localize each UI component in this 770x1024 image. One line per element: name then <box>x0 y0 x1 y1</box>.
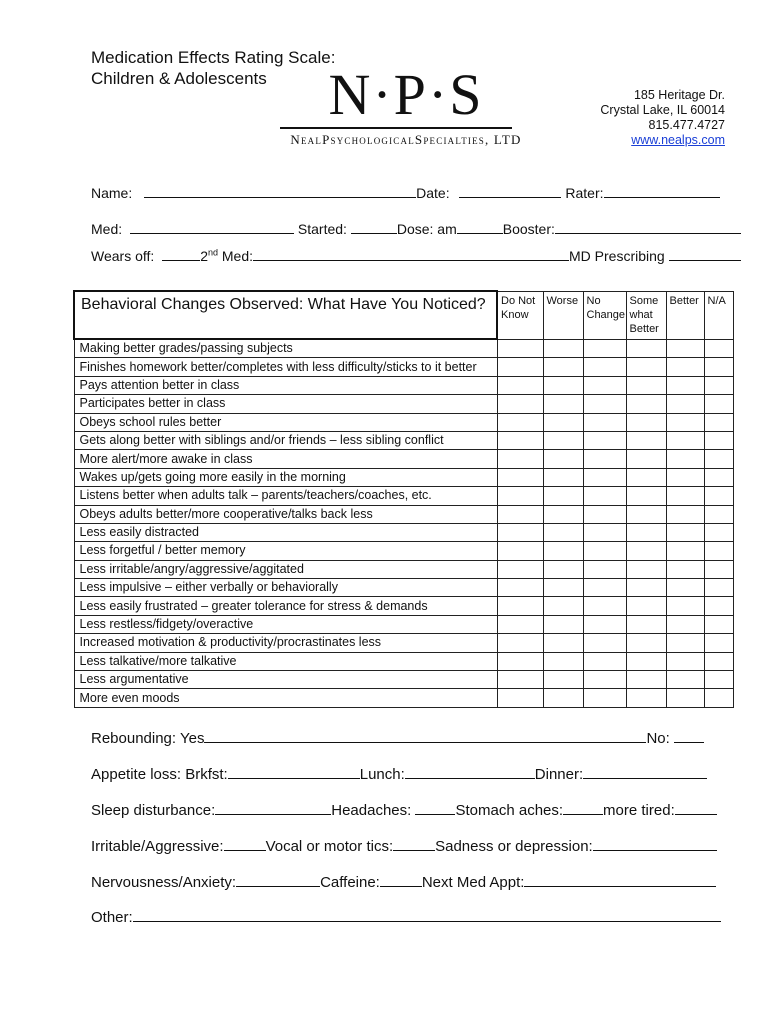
rating-cell[interactable] <box>704 671 733 689</box>
col-better: Better <box>666 291 704 339</box>
rating-cell[interactable] <box>583 615 626 633</box>
table-row <box>74 597 733 615</box>
dinner-field[interactable] <box>583 765 707 779</box>
rating-cell[interactable] <box>626 376 666 394</box>
nervousness-row <box>91 873 716 891</box>
rating-cell[interactable] <box>543 615 583 633</box>
booster-label: Booster: <box>502 221 555 237</box>
rating-cell[interactable] <box>543 671 583 689</box>
rating-cell[interactable] <box>626 689 666 707</box>
rating-cell[interactable] <box>543 505 583 523</box>
rating-cell[interactable] <box>583 634 626 652</box>
rating-cell[interactable] <box>626 542 666 560</box>
rating-cell[interactable] <box>543 395 583 413</box>
dose-field[interactable] <box>457 220 503 234</box>
lunch-label: Lunch: <box>359 766 405 783</box>
next-appt-label: Next Med Appt: <box>421 874 525 891</box>
col-na: N/A <box>704 291 733 339</box>
rating-cell[interactable] <box>583 431 626 449</box>
nervousness-label: Nervousness/Anxiety: <box>91 874 237 891</box>
med-row <box>91 220 741 237</box>
table-row <box>74 358 733 376</box>
rating-cell[interactable] <box>704 339 733 358</box>
table-row <box>74 579 733 597</box>
started-field[interactable] <box>351 220 397 234</box>
med-field[interactable] <box>130 220 294 234</box>
rating-cell[interactable] <box>626 505 666 523</box>
wears-off-row <box>91 247 741 264</box>
rating-cell[interactable] <box>626 597 666 615</box>
date-label: Date: <box>416 185 450 201</box>
website-link[interactable]: www.nealps.com <box>631 133 725 147</box>
started-label: Started: <box>297 221 347 237</box>
behavior-label: Listens better when adults talk – parents/teachers/coaches, etc. <box>74 487 497 505</box>
rating-cell[interactable] <box>704 542 733 560</box>
sadness-field[interactable] <box>593 837 717 851</box>
rating-cell[interactable] <box>497 450 543 468</box>
rating-cell[interactable] <box>543 376 583 394</box>
behavior-label: Less easily distracted <box>74 523 497 541</box>
nervousness-field[interactable] <box>236 873 320 887</box>
rating-cell[interactable] <box>497 376 543 394</box>
rating-cell[interactable] <box>626 339 666 358</box>
behavior-label: Increased motivation & productivity/procrastinates less <box>74 634 497 652</box>
behavior-label: Less restless/fidgety/overactive <box>74 615 497 633</box>
table-row <box>74 615 733 633</box>
table-row <box>74 431 733 449</box>
next-appt-field[interactable] <box>524 873 716 887</box>
rating-cell[interactable] <box>704 468 733 486</box>
rating-cell[interactable] <box>583 671 626 689</box>
table-row <box>74 689 733 707</box>
rating-cell[interactable] <box>666 339 704 358</box>
table-row <box>74 487 733 505</box>
rating-cell[interactable] <box>497 689 543 707</box>
rating-cell[interactable] <box>497 634 543 652</box>
behavior-label: More even moods <box>74 689 497 707</box>
rating-cell[interactable] <box>497 523 543 541</box>
tired-label: more tired: <box>603 802 675 819</box>
rating-cell[interactable] <box>704 431 733 449</box>
rating-cell[interactable] <box>497 358 543 376</box>
tired-field[interactable] <box>675 801 717 815</box>
rating-cell[interactable] <box>497 339 543 358</box>
rating-cell[interactable] <box>704 505 733 523</box>
rating-cell[interactable] <box>666 634 704 652</box>
rating-cell[interactable] <box>666 358 704 376</box>
rating-cell[interactable] <box>543 339 583 358</box>
rating-cell[interactable] <box>666 487 704 505</box>
behavior-rating-table <box>73 290 734 708</box>
behavior-label: Pays attention better in class <box>74 376 497 394</box>
rating-cell[interactable] <box>583 505 626 523</box>
col-no-change: No Change <box>583 291 626 339</box>
lunch-field[interactable] <box>405 765 535 779</box>
behavior-label: Less easily frustrated – greater tolerance for stress & demands <box>74 597 497 615</box>
caffeine-field[interactable] <box>380 873 422 887</box>
rating-cell[interactable] <box>497 579 543 597</box>
irritable-row <box>91 837 717 855</box>
col-worse: Worse <box>543 291 583 339</box>
headaches-label: Headaches: <box>331 802 412 819</box>
rebounding-label: Rebounding: Yes <box>91 730 205 747</box>
rating-cell[interactable] <box>583 450 626 468</box>
table-heading: Behavioral Changes Observed: What Have You Noticed? <box>74 291 497 339</box>
rating-cell[interactable] <box>497 431 543 449</box>
rating-cell[interactable] <box>666 431 704 449</box>
address-city: Crystal Lake, IL 60014 <box>600 103 725 117</box>
booster-field[interactable] <box>555 220 741 234</box>
rating-cell[interactable] <box>583 542 626 560</box>
rating-cell[interactable] <box>704 615 733 633</box>
rating-cell[interactable] <box>704 560 733 578</box>
rating-cell[interactable] <box>704 413 733 431</box>
rating-cell[interactable] <box>583 339 626 358</box>
rating-cell[interactable] <box>666 689 704 707</box>
rating-cell[interactable] <box>497 652 543 670</box>
rating-cell[interactable] <box>583 579 626 597</box>
rating-cell[interactable] <box>666 523 704 541</box>
rating-cell[interactable] <box>583 597 626 615</box>
rating-cell[interactable] <box>583 652 626 670</box>
sleep-row <box>91 801 717 819</box>
sleep-field[interactable] <box>215 801 331 815</box>
second-med-sup: nd <box>207 247 218 258</box>
rating-cell[interactable] <box>704 395 733 413</box>
appetite-label: Appetite loss: Brkfst: <box>91 766 228 783</box>
rating-cell[interactable] <box>543 523 583 541</box>
rating-cell[interactable] <box>704 358 733 376</box>
form-title-line1: Medication Effects Rating Scale: <box>91 48 336 67</box>
rating-cell[interactable] <box>704 376 733 394</box>
rating-cell[interactable] <box>666 395 704 413</box>
col-somewhat-better: Some what Better <box>626 291 666 339</box>
irritable-label: Irritable/Aggressive: <box>91 838 224 855</box>
tics-field[interactable] <box>393 837 435 851</box>
rating-cell[interactable] <box>497 560 543 578</box>
rating-cell[interactable] <box>666 560 704 578</box>
rating-cell[interactable] <box>583 487 626 505</box>
sleep-label: Sleep disturbance: <box>91 802 216 819</box>
rating-cell[interactable] <box>626 671 666 689</box>
rating-cell[interactable] <box>704 652 733 670</box>
other-row <box>91 908 721 926</box>
behavior-label: Less irritable/angry/aggressive/aggitated <box>74 560 497 578</box>
rating-cell[interactable] <box>543 560 583 578</box>
rating-cell[interactable] <box>583 358 626 376</box>
rating-cell[interactable] <box>666 671 704 689</box>
rating-cell[interactable] <box>626 652 666 670</box>
rating-cell[interactable] <box>583 413 626 431</box>
sadness-label: Sadness or depression: <box>435 838 593 855</box>
rating-cell[interactable] <box>626 560 666 578</box>
logo-letters: N·P·S <box>328 62 484 127</box>
rating-cell[interactable] <box>583 376 626 394</box>
appetite-row <box>91 765 707 783</box>
dinner-label: Dinner: <box>534 766 584 783</box>
rating-cell[interactable] <box>666 542 704 560</box>
rating-cell[interactable] <box>704 487 733 505</box>
nps-logo <box>276 62 536 147</box>
rating-cell[interactable] <box>543 634 583 652</box>
rating-cell[interactable] <box>543 413 583 431</box>
behavior-label: Less argumentative <box>74 671 497 689</box>
rating-cell[interactable] <box>543 597 583 615</box>
second-med-num: 2 <box>200 248 208 264</box>
logo-rule <box>280 127 512 129</box>
rating-cell[interactable] <box>497 505 543 523</box>
table-row <box>74 634 733 652</box>
irritable-field[interactable] <box>224 837 266 851</box>
practice-address <box>600 88 725 148</box>
rating-cell[interactable] <box>626 615 666 633</box>
rating-cell[interactable] <box>666 579 704 597</box>
rating-cell[interactable] <box>497 487 543 505</box>
rating-cell[interactable] <box>666 413 704 431</box>
behavior-label: Obeys adults better/more cooperative/talks back less <box>74 505 497 523</box>
rating-cell[interactable] <box>704 523 733 541</box>
rating-cell[interactable] <box>666 652 704 670</box>
logo-company-name: NealPsychologicalSpecialties, LTD <box>290 132 522 147</box>
date-field[interactable] <box>459 184 561 198</box>
rating-cell[interactable] <box>543 689 583 707</box>
behavior-label: Less impulsive – either verbally or behaviorally <box>74 579 497 597</box>
table-row <box>74 395 733 413</box>
rating-cell[interactable] <box>626 431 666 449</box>
table-row <box>74 560 733 578</box>
rating-cell[interactable] <box>704 597 733 615</box>
rating-cell[interactable] <box>543 431 583 449</box>
behavior-label: Gets along better with siblings and/or friends – less sibling conflict <box>74 431 497 449</box>
rating-cell[interactable] <box>543 450 583 468</box>
rater-label: Rater: <box>565 185 604 201</box>
rating-cell[interactable] <box>704 689 733 707</box>
table-row <box>74 413 733 431</box>
behavior-label: Finishes homework better/completes with less difficulty/sticks to it better <box>74 358 497 376</box>
behavior-label: Less talkative/more talkative <box>74 652 497 670</box>
rating-cell[interactable] <box>497 413 543 431</box>
rating-cell[interactable] <box>704 634 733 652</box>
rating-cell[interactable] <box>497 597 543 615</box>
behavior-rows <box>74 339 733 707</box>
rater-field[interactable] <box>604 184 720 198</box>
rating-cell[interactable] <box>583 560 626 578</box>
second-med-label: Med: <box>221 248 254 264</box>
rating-cell[interactable] <box>497 542 543 560</box>
breakfast-field[interactable] <box>228 765 360 779</box>
no-label: No: <box>646 730 670 747</box>
table-row <box>74 339 733 358</box>
rating-cell[interactable] <box>626 487 666 505</box>
behavior-label: Obeys school rules better <box>74 413 497 431</box>
rating-cell[interactable] <box>543 542 583 560</box>
md-prescribing-field[interactable] <box>669 247 741 261</box>
table-header-row <box>74 291 733 339</box>
rating-cell[interactable] <box>543 579 583 597</box>
caffeine-label: Caffeine: <box>320 874 380 891</box>
dose-label: Dose: am <box>396 221 457 237</box>
rating-cell[interactable] <box>497 615 543 633</box>
behavior-label: Less forgetful / better memory <box>74 542 497 560</box>
rebounding-no-field[interactable] <box>674 729 704 743</box>
rating-cell[interactable] <box>626 523 666 541</box>
rebounding-row <box>91 729 704 747</box>
table-row <box>74 376 733 394</box>
rating-cell[interactable] <box>543 487 583 505</box>
tics-label: Vocal or motor tics: <box>265 838 394 855</box>
rating-cell[interactable] <box>543 652 583 670</box>
wears-off-label: Wears off: <box>91 248 155 264</box>
med-label: Med: <box>91 221 123 237</box>
name-label: Name: <box>91 185 133 201</box>
form-title-line2: Children & Adolescents <box>91 69 267 88</box>
name-date-rater-row <box>91 184 720 201</box>
rating-cell[interactable] <box>666 468 704 486</box>
table-row <box>74 652 733 670</box>
rating-cell[interactable] <box>626 634 666 652</box>
rating-cell[interactable] <box>666 615 704 633</box>
rebounding-yes-field[interactable] <box>204 729 646 743</box>
rating-cell[interactable] <box>704 579 733 597</box>
behavior-label: Wakes up/gets going more easily in the morning <box>74 468 497 486</box>
name-field[interactable] <box>144 184 416 198</box>
col-do-not-know: Do Not Know <box>497 291 543 339</box>
second-med-field[interactable] <box>253 247 569 261</box>
table-row <box>74 671 733 689</box>
other-label: Other: <box>91 909 133 926</box>
headaches-field[interactable] <box>415 801 455 815</box>
address-street: 185 Heritage Dr. <box>633 88 725 102</box>
other-field[interactable] <box>133 908 721 922</box>
rating-cell[interactable] <box>626 395 666 413</box>
wears-off-field[interactable] <box>162 247 200 261</box>
rating-cell[interactable] <box>666 450 704 468</box>
rating-cell[interactable] <box>626 413 666 431</box>
rating-cell[interactable] <box>543 468 583 486</box>
phone-number: 815.477.4727 <box>648 118 725 132</box>
rating-cell[interactable] <box>626 450 666 468</box>
table-row <box>74 542 733 560</box>
table-row <box>74 523 733 541</box>
rating-cell[interactable] <box>666 376 704 394</box>
stomach-field[interactable] <box>563 801 603 815</box>
rating-cell[interactable] <box>497 468 543 486</box>
rating-cell[interactable] <box>497 671 543 689</box>
rating-cell[interactable] <box>583 468 626 486</box>
rating-cell[interactable] <box>583 689 626 707</box>
rating-cell[interactable] <box>666 505 704 523</box>
rating-cell[interactable] <box>583 523 626 541</box>
md-prescribing-label: MD Prescribing <box>569 248 665 264</box>
rating-cell[interactable] <box>543 358 583 376</box>
rating-cell[interactable] <box>666 597 704 615</box>
behavior-label: More alert/more awake in class <box>74 450 497 468</box>
behavior-label: Participates better in class <box>74 395 497 413</box>
behavior-label: Making better grades/passing subjects <box>74 339 497 358</box>
table-row <box>74 505 733 523</box>
rating-cell[interactable] <box>626 358 666 376</box>
table-row <box>74 450 733 468</box>
table-row <box>74 468 733 486</box>
rating-cell[interactable] <box>626 468 666 486</box>
rating-cell[interactable] <box>497 395 543 413</box>
rating-cell[interactable] <box>583 395 626 413</box>
rating-cell[interactable] <box>626 579 666 597</box>
stomach-label: Stomach aches: <box>455 802 564 819</box>
rating-cell[interactable] <box>704 450 733 468</box>
